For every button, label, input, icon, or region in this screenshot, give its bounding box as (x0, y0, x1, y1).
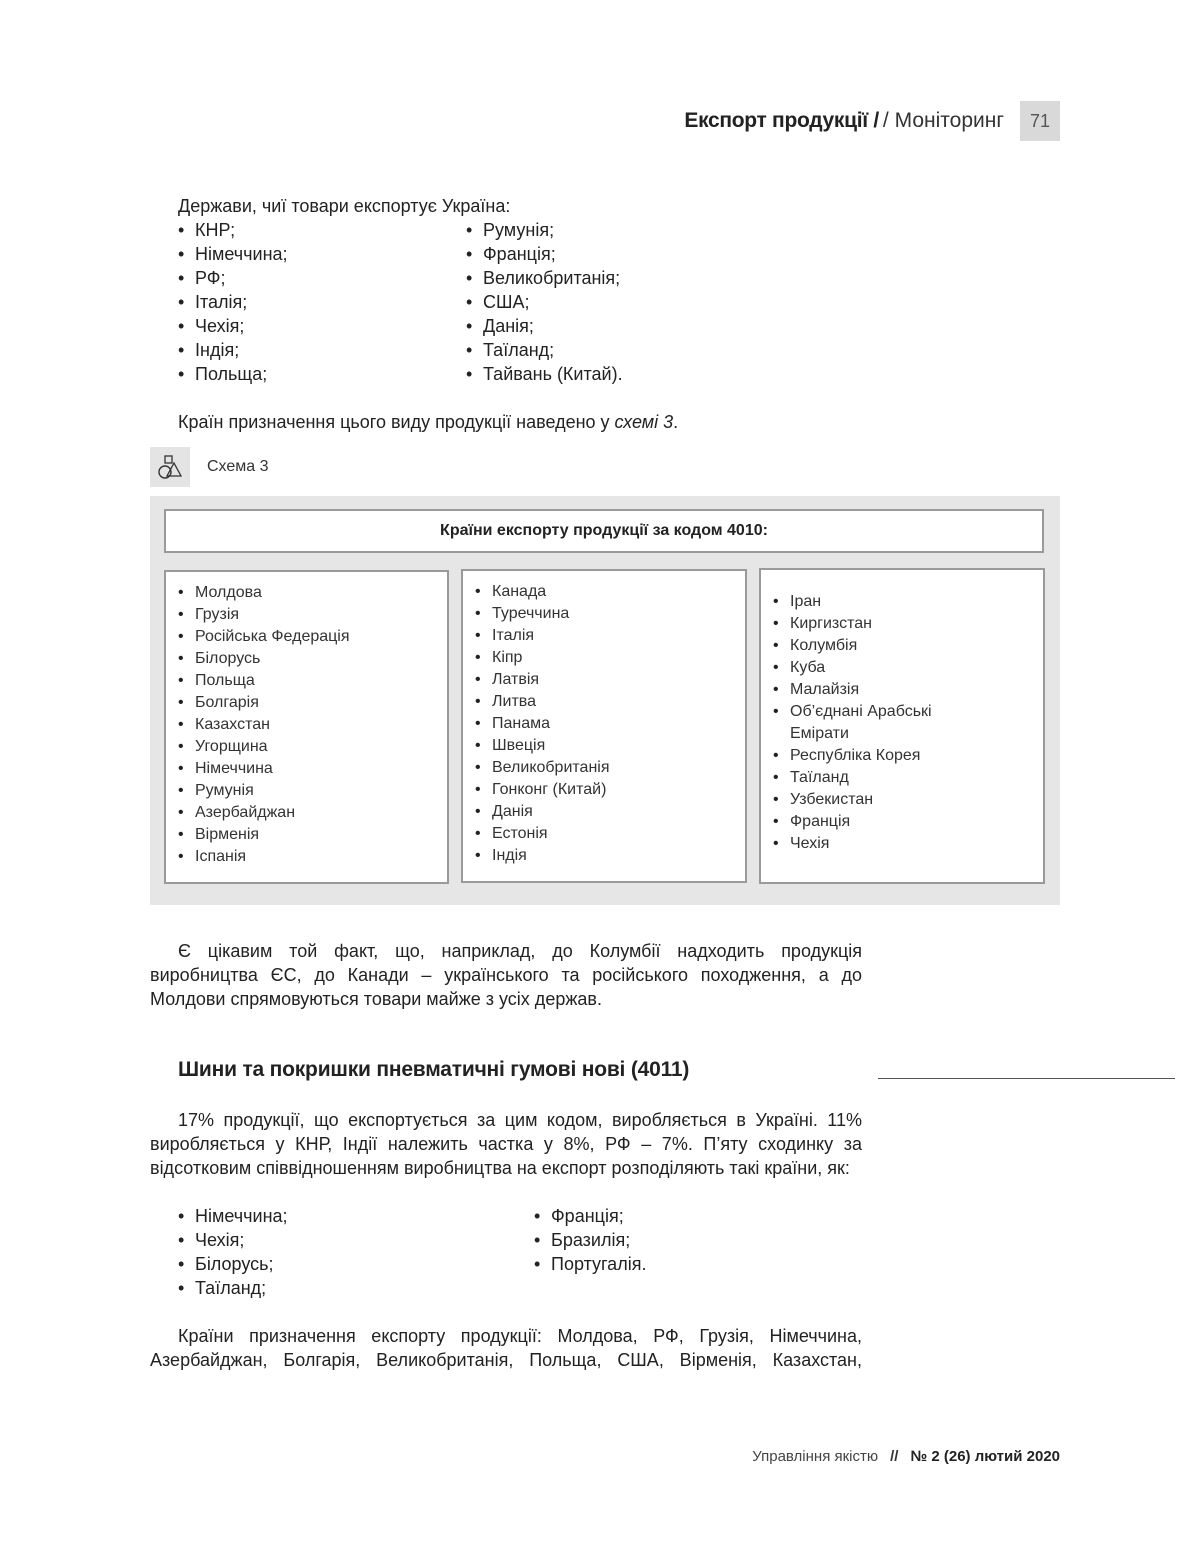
page-number: 71 (1020, 101, 1060, 141)
list-item: • Франція; (466, 242, 623, 266)
scheme-column-2 (461, 569, 747, 883)
list-item: • Казахстан (178, 714, 447, 736)
scheme-label: Схема 3 (207, 458, 269, 475)
page-header (684, 101, 1060, 141)
list-item: • США; (466, 290, 623, 314)
list-item: • Чехія; (178, 1228, 288, 1252)
list-item: • Франція (773, 811, 1043, 833)
list-item: • Латвія (475, 669, 745, 691)
list-item: • Німеччина; (178, 1204, 288, 1228)
list-item: • Франція; (534, 1204, 646, 1228)
list-item: • Іспанія (178, 846, 447, 868)
list-item: • Малайзія (773, 679, 1043, 701)
list-item: • Республіка Корея (773, 745, 1043, 767)
journal-name: Управління якістю (752, 1448, 879, 1465)
list-item: • Таїланд; (466, 338, 623, 362)
list-item: • Панама (475, 713, 745, 735)
list-item: • Італія (475, 625, 745, 647)
scheme-caption (150, 447, 269, 487)
scheme-ref-text: Країн призначення цього виду продукції наведено у (178, 412, 615, 432)
list-item: • Російська Федерація (178, 626, 447, 648)
list-item: • Вірменія (178, 824, 447, 846)
list-item: • Швеція (475, 735, 745, 757)
list-item: • Таїланд; (178, 1276, 288, 1300)
intro-list-left (178, 218, 288, 386)
list-item: • КНР; (178, 218, 288, 242)
section-divider (878, 1078, 1175, 1079)
list-item: • Данія (475, 801, 745, 823)
list-item: • Канада (475, 581, 745, 603)
list-item: • Молдова (178, 582, 447, 604)
list-item: • Гонконг (Китай) (475, 779, 745, 801)
list-item: • Узбекистан (773, 789, 1043, 811)
list-item: • Чехія (773, 833, 1043, 855)
list-item: • Болгарія (178, 692, 447, 714)
list-item: • Білорусь; (178, 1252, 288, 1276)
shapes-icon (150, 447, 190, 487)
producers-list-right (534, 1204, 646, 1276)
intro-lead: Держави, чиї товари експортує Україна: (178, 196, 511, 216)
list-item: • Об’єднані Арабські Емірати (773, 701, 943, 745)
list-item: • Данія; (466, 314, 623, 338)
list-item: • Азербайджан (178, 802, 447, 824)
issue-info: № 2 (26) лютий 2020 (910, 1448, 1060, 1465)
footer-separator: // (890, 1448, 899, 1465)
header-section-title: Експорт продукції / (684, 109, 879, 132)
list-item: • Білорусь (178, 648, 447, 670)
scheme-reference (178, 410, 678, 434)
list-item: • Індія (475, 845, 745, 867)
scheme-column-3 (759, 568, 1045, 884)
list-item: • Румунія; (466, 218, 623, 242)
list-item: • Кіпр (475, 647, 745, 669)
list-item: • Португалія. (534, 1252, 646, 1276)
producers-list-left (178, 1204, 288, 1300)
destinations-paragraph: Країни призначення експорту продукції: Молдова, РФ, Грузія, Німеччина, Азербайджан, Болгарія, Великобританія, Польща, США, Вірменія, Казахстан, (150, 1326, 862, 1370)
list-item: • Німеччина (178, 758, 447, 780)
fact-paragraph: Є цікавим той факт, що, наприклад, до Колумбії надходить продукція виробництва ЄС, до Канади – українського та російського походження, а до Молдови спрямовуються товари майже з усіх держав. (150, 941, 862, 1009)
list-item: • Польща (178, 670, 447, 692)
list-item: • Іран (773, 591, 1043, 613)
list-item: • РФ; (178, 266, 288, 290)
list-item: • Чехія; (178, 314, 288, 338)
header-subsection-title: / Моніторинг (882, 109, 1004, 132)
list-item: • Туреччина (475, 603, 745, 625)
list-item: • Киргизстан (773, 613, 1043, 635)
scheme-title: Країни експорту продукції за кодом 4010: (164, 509, 1044, 553)
section-heading: Шини та покришки пневматичні гумові нові (4011) (178, 1058, 690, 1081)
list-item: • Індія; (178, 338, 288, 362)
list-item: • Великобританія (475, 757, 745, 779)
list-item: • Італія; (178, 290, 288, 314)
scheme-column-1 (164, 570, 449, 884)
scheme-ref-link: схемі 3 (614, 412, 674, 432)
section-paragraph: 17% продукції, що експортується за цим кодом, виробляється в Україні. 11% виробляється у КНР, Індії належить частка у 8%, РФ – 7%. П’яту сходинку за відсотковим співвідношенням виробництва на експорт розподіляють такі країни, як: (150, 1110, 862, 1178)
list-item: • Грузія (178, 604, 447, 626)
scheme-diagram (150, 496, 1060, 905)
list-item: • Естонія (475, 823, 745, 845)
list-item: • Румунія (178, 780, 447, 802)
list-item: • Колумбія (773, 635, 1043, 657)
list-item: • Угорщина (178, 736, 447, 758)
list-item: • Таїланд (773, 767, 1043, 789)
list-item: • Куба (773, 657, 1043, 679)
scheme-ref-end: . (673, 412, 679, 432)
page-footer (752, 1448, 1060, 1465)
list-item: • Литва (475, 691, 745, 713)
list-item: • Польща; (178, 362, 288, 386)
intro-list-right (466, 218, 623, 386)
list-item: • Тайвань (Китай). (466, 362, 623, 386)
list-item: • Великобританія; (466, 266, 623, 290)
list-item: • Німеччина; (178, 242, 288, 266)
list-item: • Бразилія; (534, 1228, 646, 1252)
